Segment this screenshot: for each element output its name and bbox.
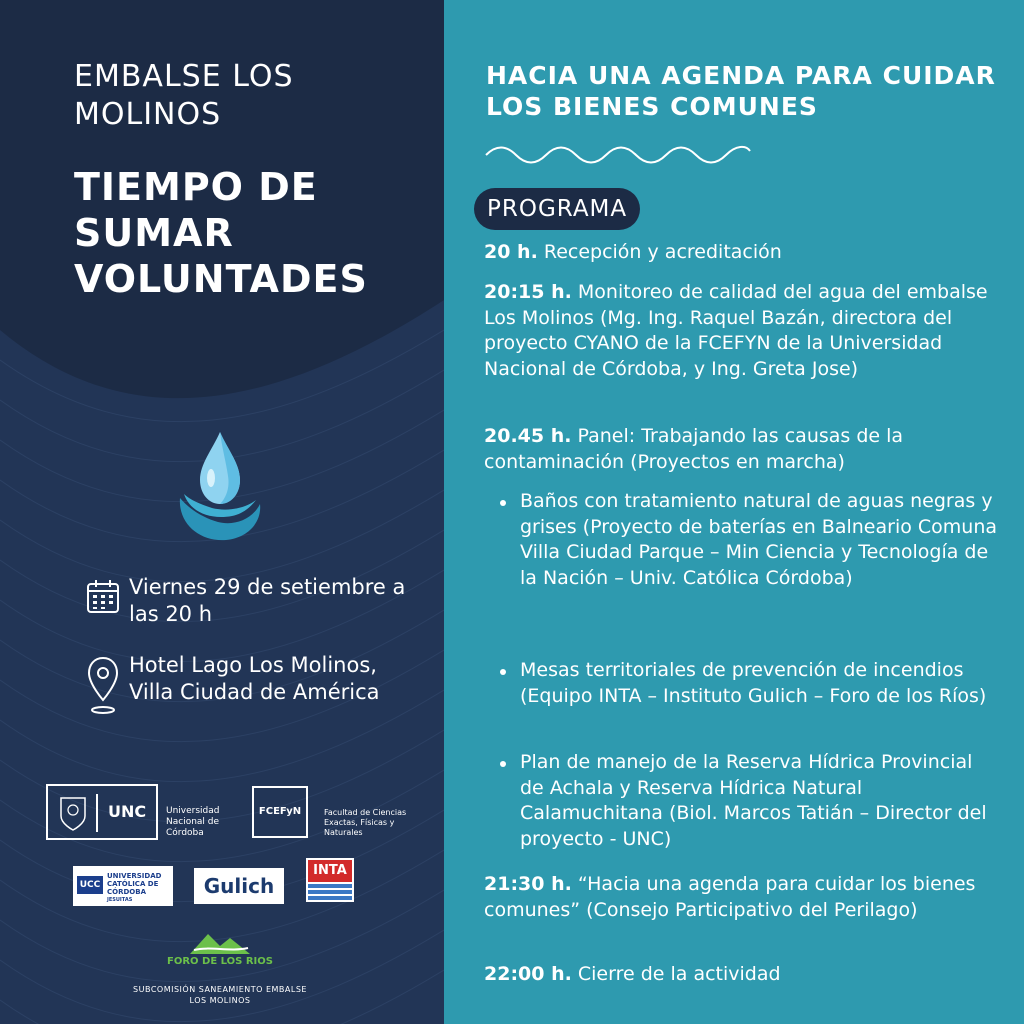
event-place-text: Hotel Lago Los Molinos, Villa Ciudad de América — [129, 653, 380, 704]
right-panel — [444, 0, 1024, 1024]
agenda-item — [484, 872, 1014, 923]
agenda-text: Monitoreo de calidad del agua del embalse Los Molinos (Mg. Ing. Raquel Bazán, directora del proyecto CYANO de la FCEFYN de la Universidad Nacional de Córdoba, y Ing. Greta Jose) — [484, 281, 988, 380]
calendar-icon — [86, 576, 120, 616]
fcefyn-name: Facultad de Ciencias Exactas, Físicas y Naturales — [324, 808, 407, 837]
unc-seal-icon — [58, 794, 88, 832]
panel-bullet-text: Mesas territoriales de prevención de incendios (Equipo INTA – Instituto Gulich – Foro de los Ríos) — [520, 659, 987, 707]
event-headline: TIEMPO DE SUMAR VOLUNTADES — [74, 165, 368, 301]
inta-abbr: INTA — [308, 860, 352, 882]
unc-abbr: UNC — [108, 802, 147, 821]
ucc-name: UNIVERSIDAD CATÓLICA DE CÓRDOBA — [107, 872, 162, 896]
ucc-logo — [73, 866, 173, 906]
bullet-icon — [500, 669, 506, 675]
mountains-icon — [150, 928, 290, 958]
location-pin-icon — [86, 654, 120, 718]
agenda-time: 21:30 h. — [484, 873, 572, 895]
water-drop-hand-icon — [176, 428, 264, 548]
gulich-logo: Gulich — [194, 868, 284, 904]
event-date — [86, 574, 416, 634]
programa-label: PROGRAMA — [474, 188, 640, 230]
agenda-text: Panel: Trabajando las causas de la contaminación (Proyectos en marcha) — [484, 425, 904, 473]
agenda-text: “Hacia una agenda para cuidar los bienes comunes” (Consejo Participativo del Perilago) — [484, 873, 976, 921]
event-date-text: Viernes 29 de setiembre a las 20 h — [129, 575, 406, 626]
panel-bullet-text: Baños con tratamiento natural de aguas negras y grises (Proyecto de baterías en Balneario Comuna Villa Ciudad Parque – Min Ciencia y Tecnología de la Nación – Univ. Católica Córdoba) — [520, 490, 998, 589]
event-location-kicker: EMBALSE LOS MOLINOS — [74, 59, 294, 132]
agenda-time: 20.45 h. — [484, 425, 572, 447]
bullet-icon — [500, 761, 506, 767]
agenda-time: 20:15 h. — [484, 281, 572, 303]
agenda-item — [484, 962, 1014, 988]
agenda-item — [484, 240, 1014, 266]
agenda-text: Recepción y acreditación — [537, 241, 782, 263]
foro-name: FORO DE LOS RIOS — [167, 956, 273, 967]
unc-logo — [46, 784, 158, 840]
ucc-abbr: UCC — [77, 876, 103, 894]
agenda-title: HACIA UNA AGENDA PARA CUIDAR LOS BIENES COMUNES — [486, 61, 996, 121]
panel-bullet-text: Plan de manejo de la Reserva Hídrica Provincial de Achala y Reserva Hídrica Natural Calamuchitana (Biol. Marcos Tatián – Director del proyecto - UNC) — [520, 751, 987, 850]
agenda-time: 20 h. — [484, 241, 538, 263]
agenda-item — [484, 424, 1014, 475]
agenda-item — [484, 280, 1014, 382]
agenda-text: Cierre de la actividad — [571, 963, 781, 985]
event-place — [86, 652, 416, 742]
ucc-sub: JESUITAS — [107, 897, 133, 903]
unc-name: Universidad Nacional de Córdoba — [166, 806, 220, 838]
bullet-icon — [500, 500, 506, 506]
inta-logo — [306, 858, 354, 902]
subcomision-text: SUBCOMISIÓN SANEAMIENTO EMBALSE LOS MOLINOS — [133, 985, 307, 1005]
wavy-divider — [484, 142, 752, 168]
agenda-time: 22:00 h. — [484, 963, 572, 985]
left-panel — [0, 0, 444, 1024]
foro-de-los-rios-logo — [150, 928, 290, 978]
fcefyn-logo: FCEFyN — [252, 786, 308, 838]
